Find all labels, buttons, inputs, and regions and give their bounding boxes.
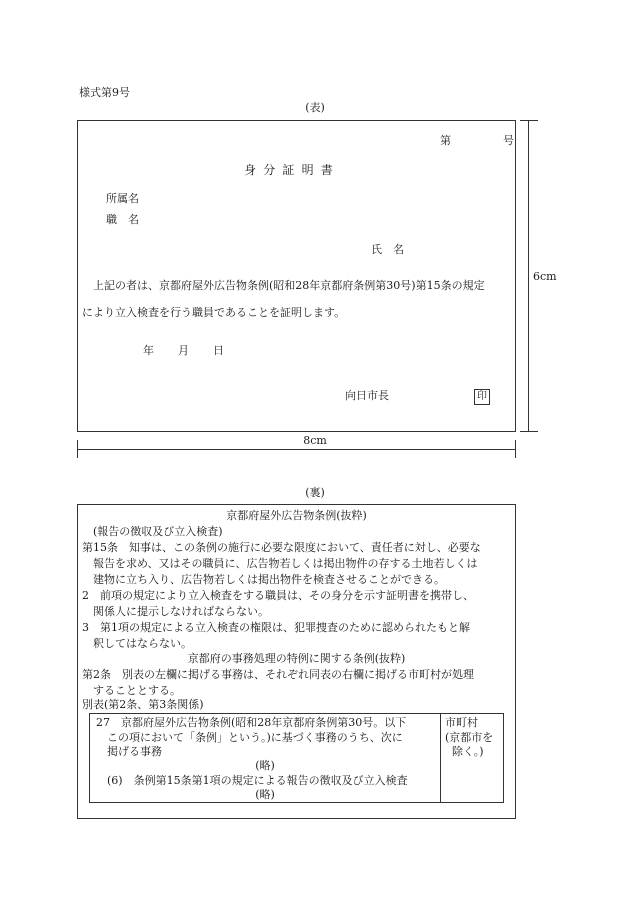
article2-line2: することとする。 xyxy=(93,684,181,697)
name-label: 氏 名 xyxy=(371,243,404,256)
municipality-line2: (京都市を xyxy=(445,731,494,744)
article15-line1: 第15条 知事は、この条例の施行に必要な限度において、責任者に対し、必要な xyxy=(82,541,481,554)
appendix-table xyxy=(89,713,504,803)
article-heading: (報告の徴収及び立入検査) xyxy=(93,525,223,538)
article2-line1: 第2条 別表の左欄に掲げる事務は、それぞれ同表の右欄に掲げる市町村が処理 xyxy=(82,668,474,681)
omitted-mark-1: (略) xyxy=(255,759,275,772)
height-dim-line xyxy=(528,120,529,431)
article15-2-line1: 2 前項の規定により立入検査をする職員は、その身分を示す証明書を携帯し、 xyxy=(82,589,474,602)
article15-line2: 報告を求め、又はその職員に、広告物若しくは掲出物件の存する土地若しくは xyxy=(93,557,478,570)
certification-text-line2: により立入検査を行う職員であることを証明します。 xyxy=(82,306,346,319)
number-suffix: 号 xyxy=(503,134,514,147)
issuer-name: 向日市長 xyxy=(345,389,389,402)
affiliation-label: 所属名 xyxy=(106,192,139,205)
date-month: 月 xyxy=(178,344,189,357)
id-card-back xyxy=(77,504,516,819)
table-row-line2: この項において「条例」という。)に基づく事務のうち、次に xyxy=(107,731,403,744)
id-card-front xyxy=(77,120,516,432)
article15-3-line1: 3 第1項の規定による立入検査の権限は、犯罪捜査のために認められたもと解 xyxy=(82,621,470,634)
height-dim-tick-bottom xyxy=(520,431,538,432)
special-ordinance-title: 京都府の事務処理の特例に関する条例(抜粋) xyxy=(187,652,406,665)
date-day: 日 xyxy=(213,344,224,357)
form-number: 様式第9号 xyxy=(79,86,130,99)
ordinance-title: 京都府屋外広告物条例(抜粋) xyxy=(226,509,367,522)
article15-2-line2: 関係人に提示しなければならない。 xyxy=(93,605,269,618)
height-dim-tick-top xyxy=(520,120,538,121)
table-row-item-6: (6) 条例第15条第1項の規定による報告の徴収及び立入検査 xyxy=(107,774,408,787)
omitted-mark-2: (略) xyxy=(255,788,275,801)
position-label: 職 名 xyxy=(106,213,139,226)
back-label: (裏) xyxy=(305,486,325,499)
front-label: (表) xyxy=(305,101,325,114)
number-prefix: 第 xyxy=(440,134,451,147)
municipality-line3: 除く。) xyxy=(452,745,484,758)
municipality-line1: 市町村 xyxy=(445,716,478,729)
article15-line3: 建物に立ち入り、広告物若しくは掲出物件を検査させることができる。 xyxy=(93,573,445,586)
width-dimension: 8cm xyxy=(303,434,327,447)
certification-text-line1: 上記の者は、京都府屋外広告物条例(昭和28年京都府条例第30号)第15条の規定 xyxy=(93,279,485,292)
card-title: 身分証明書 xyxy=(244,163,341,177)
table-column-divider xyxy=(440,714,441,802)
article15-3-line2: 釈してはならない。 xyxy=(93,637,192,650)
table-caption: 別表(第2条、第3条関係) xyxy=(82,698,204,711)
seal-stamp: 印 xyxy=(474,389,490,405)
table-row-line1: 27 京都府屋外広告物条例(昭和28年京都府条例第30号。以下 xyxy=(96,716,407,729)
table-row-line3: 掲げる事務 xyxy=(107,745,162,758)
width-dim-line xyxy=(77,449,515,450)
date-year: 年 xyxy=(143,344,154,357)
height-dimension: 6cm xyxy=(533,270,557,283)
